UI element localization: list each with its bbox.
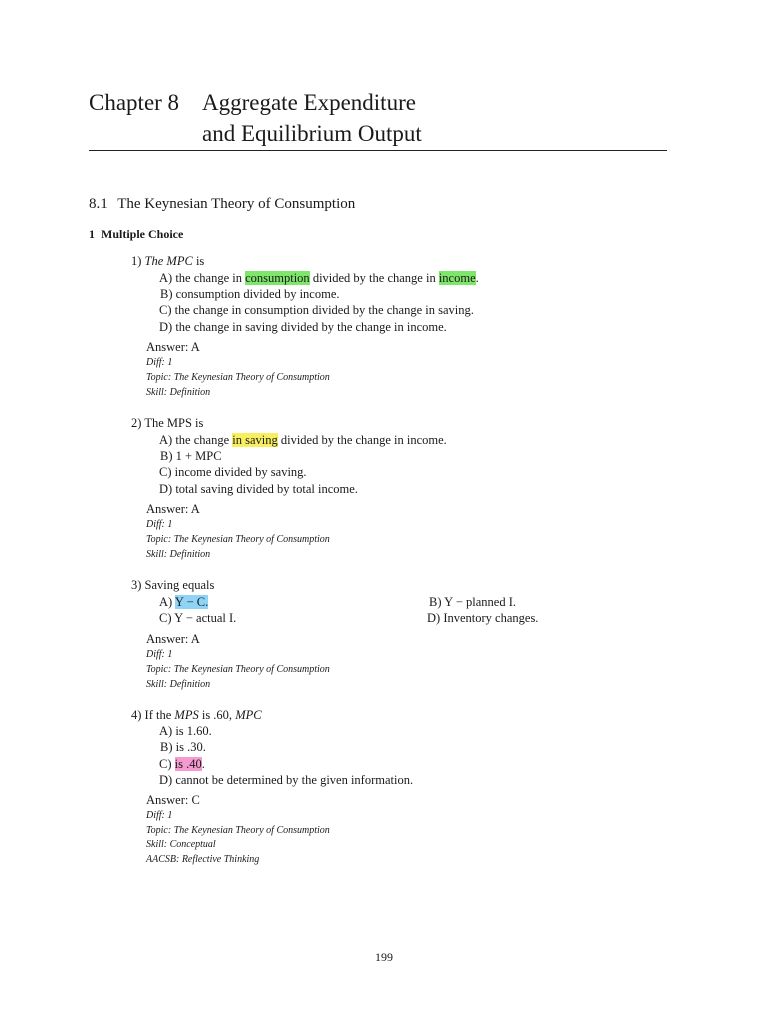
aacsb-label: AACSB: Reflective Thinking [146, 854, 260, 865]
answer-key: Answer: A [146, 502, 200, 516]
answer-option [160, 740, 206, 755]
question-stem-text: The MPS is [144, 416, 204, 430]
option-letter: B) [160, 287, 173, 301]
option-text: consumption divided by income. [175, 287, 340, 301]
topic-label: Topic: The Keynesian Theory of Consumption [146, 534, 330, 545]
answer-option [159, 595, 208, 610]
answer-option [160, 287, 340, 302]
option-text: . [475, 271, 479, 285]
answer-option [159, 271, 479, 286]
option-text: cannot be determined by the given information. [175, 773, 414, 787]
option-text: the change in consumption divided by the change in saving. [174, 303, 474, 317]
option-text: the change in saving divided by the change in income. [175, 320, 447, 334]
option-letter: D) [159, 482, 173, 496]
question-stem [131, 578, 214, 593]
answer-option [429, 595, 516, 610]
question-stem-text: Saving equals [144, 578, 215, 592]
option-text: . [201, 757, 205, 771]
question-number: 1) [131, 254, 142, 268]
difficulty-label: Diff: 1 [146, 810, 173, 821]
heading-rule [89, 150, 667, 151]
chapter-title-line1: Aggregate Expenditure [202, 90, 416, 115]
chapter-title-line2: and Equilibrium Output [202, 121, 422, 146]
answer-option [159, 773, 413, 788]
option-text: divided by the change in income. [277, 433, 447, 447]
question-stem-text: If the [144, 708, 175, 722]
skill-label: Skill: Definition [146, 679, 211, 690]
option-letter: B) [429, 595, 442, 609]
question-stem [131, 416, 203, 431]
option-letter: D) [159, 773, 173, 787]
option-letter: B) [160, 449, 173, 463]
answer-option [159, 433, 447, 448]
difficulty-label: Diff: 1 [146, 519, 173, 530]
answer-option [159, 320, 447, 335]
highlighted-text: is .40 [174, 757, 202, 771]
option-text: is .30. [175, 740, 206, 754]
option-text: the change in [175, 271, 246, 285]
option-text: divided by the change in [309, 271, 439, 285]
answer-option [159, 724, 212, 739]
option-text: Inventory changes. [443, 611, 539, 625]
option-letter: C) [159, 757, 172, 771]
option-text: Y − planned I. [444, 595, 517, 609]
chapter-label: Chapter 8 [89, 90, 180, 115]
subsection-title: Multiple Choice [101, 227, 184, 241]
skill-label: Skill: Definition [146, 387, 211, 398]
question-stem-italic: The MPC [144, 254, 193, 268]
question-stem-text: is .60, [198, 708, 236, 722]
option-letter: D) [427, 611, 441, 625]
option-text: income divided by saving. [174, 465, 307, 479]
option-letter: A) [159, 724, 173, 738]
answer-option [159, 482, 358, 497]
option-text: is 1.60. [175, 724, 212, 738]
skill-label: Skill: Definition [146, 549, 211, 560]
difficulty-label: Diff: 1 [146, 649, 173, 660]
topic-label: Topic: The Keynesian Theory of Consumption [146, 372, 330, 383]
highlighted-text: consumption [245, 271, 310, 285]
question-stem-italic: MPS [174, 708, 199, 722]
option-text: Y − actual I. [174, 611, 237, 625]
question-number: 4) [131, 708, 142, 722]
page-number: 199 [375, 950, 393, 964]
topic-label: Topic: The Keynesian Theory of Consumption [146, 664, 330, 675]
question-number: 2) [131, 416, 142, 430]
question-number: 3) [131, 578, 142, 592]
question-stem-italic: MPC [235, 708, 262, 722]
answer-option [159, 611, 236, 626]
option-letter: D) [159, 320, 173, 334]
answer-option [427, 611, 538, 626]
answer-option [159, 465, 307, 480]
option-text: the change [175, 433, 233, 447]
option-text: total saving divided by total income. [175, 482, 358, 496]
skill-label: Skill: Conceptual [146, 839, 216, 850]
question-stem [131, 254, 204, 269]
subsection-number: 1 [89, 227, 95, 241]
answer-option [159, 303, 474, 318]
topic-label: Topic: The Keynesian Theory of Consumption [146, 825, 330, 836]
option-letter: A) [159, 433, 173, 447]
option-letter: C) [159, 303, 172, 317]
answer-key: Answer: C [146, 793, 200, 807]
chapter-heading [89, 90, 416, 116]
highlighted-text: income [438, 271, 476, 285]
answer-option [159, 757, 205, 772]
option-text: 1 + MPC [175, 449, 222, 463]
answer-key: Answer: A [146, 340, 200, 354]
answer-key: Answer: A [146, 632, 200, 646]
question-stem [131, 708, 262, 723]
section-title: The Keynesian Theory of Consumption [117, 196, 356, 212]
highlighted-text: in saving [232, 433, 278, 447]
option-letter: B) [160, 740, 173, 754]
answer-option [160, 449, 222, 464]
difficulty-label: Diff: 1 [146, 357, 173, 368]
highlighted-text: Y − C. [174, 595, 209, 609]
option-letter: C) [159, 611, 172, 625]
option-letter: C) [159, 465, 172, 479]
option-letter: A) [159, 595, 173, 609]
subsection-heading [89, 227, 183, 242]
section-heading [89, 196, 355, 213]
option-letter: A) [159, 271, 173, 285]
question-stem-text: is [192, 254, 205, 268]
section-number: 8.1 [89, 196, 108, 212]
